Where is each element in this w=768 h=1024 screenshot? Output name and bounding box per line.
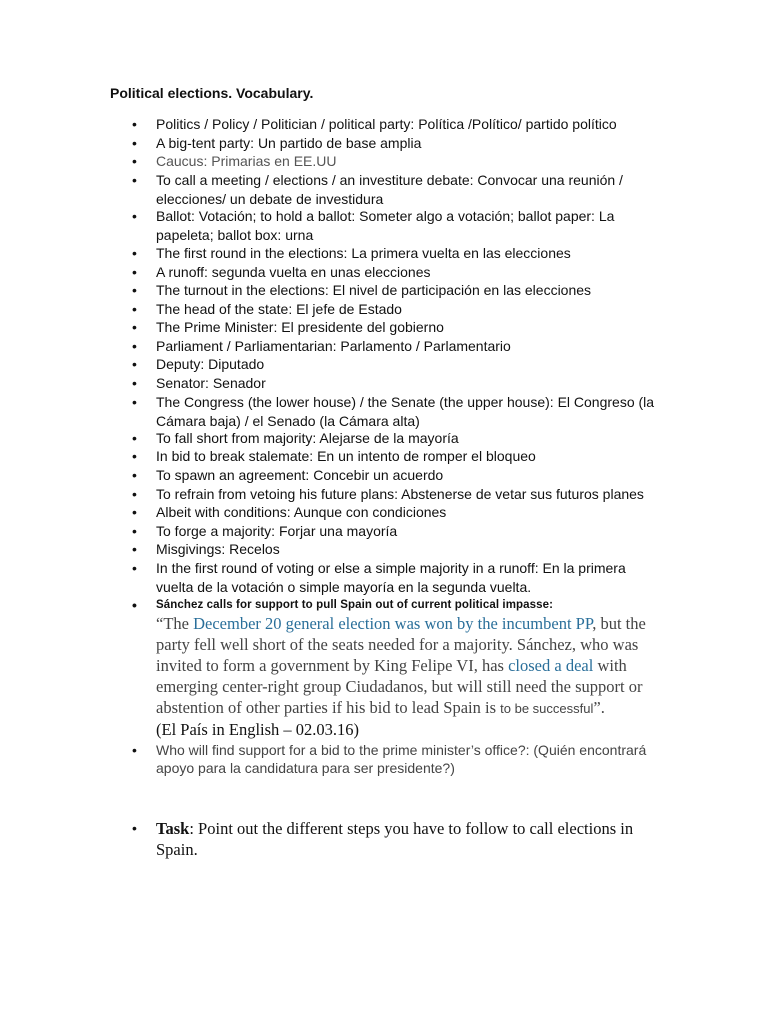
list-item-text: Senator: Senador (156, 375, 266, 391)
bullet-icon: • (132, 523, 137, 539)
bullet-icon: • (132, 264, 137, 280)
task-text: : Point out the different steps you have to follow to call elections in Spain. (156, 819, 634, 859)
question-text: Who will find support for a bid to the prime minister’s office?: (Quién encontrará apoyo para la candidatura para ser presidente?) (156, 742, 647, 776)
list-item-text: The Congress (the lower house) / the Senate (the upper house): El Congreso (la Cámara baja) / el Senado (la Cámara alta) (156, 394, 655, 429)
bullet-icon: • (132, 356, 137, 372)
news-quote (156, 613, 666, 719)
list-item (132, 300, 661, 319)
bullet-icon: • (132, 820, 137, 836)
list-item (132, 115, 661, 134)
quote-text: , but the party fell well short of the seats needed for a majority. Sánchez, who was invited to form a government by King Felipe VI, has (156, 614, 646, 675)
list-item-text: The head of the state: El jefe de Estado (156, 301, 402, 317)
list-item-text: Caucus: Primarias en EE.UU (156, 153, 337, 169)
bullet-icon: • (132, 394, 137, 410)
quote-text-small: to be successful (500, 701, 594, 716)
list-item-text: Ballot: Votación; to hold a ballot: Someter algo a votación; ballot paper: La papeleta; ballot box: urna (156, 208, 615, 243)
list-item-text: Parliament / Parliamentarian: Parlamento / Parlamentario (156, 338, 511, 354)
bullet-icon: • (132, 245, 137, 261)
bullet-icon: • (132, 375, 137, 391)
bullet-icon: • (132, 301, 137, 317)
list-item (132, 485, 661, 504)
list-item (132, 374, 661, 393)
bullet-icon: • (132, 282, 137, 298)
list-item (132, 171, 661, 208)
bullet-icon: • (132, 742, 137, 758)
bullet-icon: • (132, 319, 137, 335)
list-item-text: Albeit with conditions: Aunque con condiciones (156, 504, 447, 520)
list-item (132, 466, 661, 485)
task-item (132, 818, 666, 860)
list-item (132, 244, 661, 263)
list-item-text: Deputy: Diputado (156, 356, 265, 372)
bullet-icon: • (132, 172, 137, 188)
bullet-icon: • (132, 338, 137, 354)
bullet-icon: • (132, 597, 138, 613)
list-item (132, 207, 661, 244)
list-item (132, 429, 661, 448)
list-item-text: A big-tent party: Un partido de base amplia (156, 135, 422, 151)
list-item (132, 447, 661, 466)
bullet-icon: • (132, 430, 137, 446)
list-item-text: Misgivings: Recelos (156, 541, 280, 557)
list-item-text: To spawn an agreement: Concebir un acuerdo (156, 467, 444, 483)
bullet-icon: • (132, 116, 137, 132)
question-item (132, 741, 661, 777)
bullet-icon: • (132, 153, 137, 169)
list-item (132, 559, 661, 596)
list-item-text: To forge a majority: Forjar una mayoría (156, 523, 398, 539)
bullet-icon: • (132, 135, 137, 151)
bullet-icon: • (132, 467, 137, 483)
list-item-text: To refrain from vetoing his future plans: Abstenerse de vetar sus futuros planes (156, 486, 644, 502)
list-item (132, 393, 661, 430)
task-label: Task (156, 819, 190, 838)
list-item-text: A runoff: segunda vuelta en unas elecciones (156, 264, 431, 280)
list-item (132, 503, 661, 522)
article-heading-item (132, 597, 661, 613)
list-item (132, 134, 661, 153)
bullet-icon: • (132, 448, 137, 464)
list-item-text: In the first round of voting or else a simple majority in a runoff: En la primera vuelta de la votación o simple mayoría en la segunda vuelta. (156, 560, 626, 595)
list-item (132, 263, 661, 282)
list-item (132, 318, 661, 337)
list-item (132, 337, 661, 356)
quote-open: “The (156, 614, 194, 633)
list-item (132, 355, 661, 374)
document-title: Political elections. Vocabulary. (110, 85, 314, 101)
article-heading: Sánchez calls for support to pull Spain out of current political impasse: (156, 599, 554, 611)
list-item-text: To call a meeting / elections / an investiture debate: Convocar una reunión / elecciones/ un debate de investidura (156, 172, 623, 207)
bullet-icon: • (132, 504, 137, 520)
list-item (132, 540, 661, 559)
list-item-text: The Prime Minister: El presidente del gobierno (156, 319, 444, 335)
list-item-text: To fall short from majority: Alejarse de la mayoría (156, 430, 459, 446)
list-item (132, 152, 661, 171)
list-item-text: In bid to break stalemate: En un intento de romper el bloqueo (156, 448, 536, 464)
quote-close: ”. (593, 698, 605, 717)
list-item-text: The turnout in the elections: El nivel de participación en las elecciones (156, 282, 592, 298)
list-item (132, 281, 661, 300)
list-item-text: Politics / Policy / Politician / political party: Política /Político/ partido político (156, 116, 617, 132)
quote-text: with emerging center-right group Ciudadanos, but will still need the support or abstention of other parties if his bid to lead Spain is (156, 656, 643, 717)
list-item-text: The first round in the elections: La primera vuelta en las elecciones (156, 245, 571, 261)
bullet-icon: • (132, 486, 137, 502)
bullet-icon: • (132, 560, 137, 576)
bullet-icon: • (132, 541, 137, 557)
bullet-icon: • (132, 208, 137, 224)
quote-source: (El País in English – 02.03.16) (156, 720, 360, 739)
quote-link-election[interactable]: December 20 general election was won by the incumbent PP (193, 614, 593, 633)
list-item (132, 522, 661, 541)
quote-link-deal[interactable]: closed a deal (508, 656, 594, 675)
